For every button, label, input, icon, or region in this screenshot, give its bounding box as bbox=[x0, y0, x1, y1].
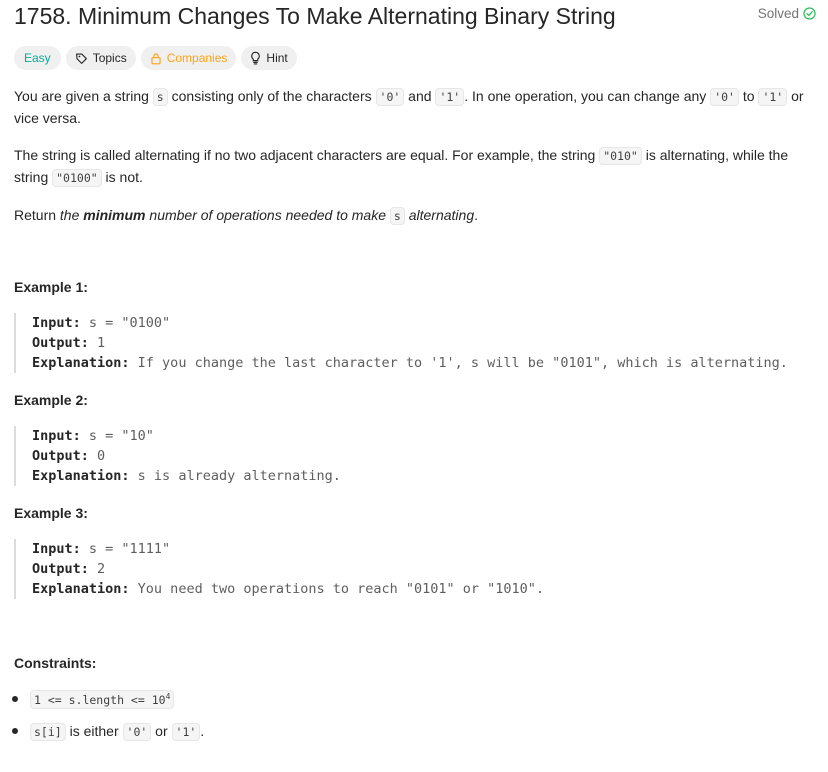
check-circle-icon bbox=[803, 7, 816, 20]
tag-icon bbox=[75, 52, 88, 65]
solved-status bbox=[758, 6, 816, 21]
example-2-title: Example 2: bbox=[14, 392, 88, 408]
code-zero: '0' bbox=[123, 723, 152, 741]
code-s: s bbox=[390, 207, 405, 225]
bullet bbox=[12, 696, 18, 702]
description-paragraph-3: Return the minimum number of operations needed to make s alternating. bbox=[14, 207, 479, 223]
code-zero: '0' bbox=[376, 88, 405, 106]
hint-label: Hint bbox=[266, 51, 288, 65]
code-example-0100: "0100" bbox=[52, 169, 102, 187]
example-1-block: Input: s = "0100" Output: 1 Explanation: If you change the last character to '1', s will be "0101", which is alternating. bbox=[14, 313, 788, 373]
code-one: '1' bbox=[172, 723, 201, 741]
code-s: s bbox=[153, 88, 168, 106]
description-paragraph-1: You are given a string s consisting only of the characters '0' and '1' . In one operation, you can change any '0' to '1' or vice versa. bbox=[14, 88, 804, 126]
difficulty-label: Easy bbox=[24, 51, 51, 65]
code-example-010: "010" bbox=[599, 147, 642, 165]
lock-icon bbox=[150, 52, 162, 65]
example-1-title: Example 1: bbox=[14, 279, 88, 295]
topics-button[interactable] bbox=[66, 46, 136, 70]
code-one: '1' bbox=[758, 88, 787, 106]
tag-bar bbox=[14, 46, 297, 70]
bullet bbox=[12, 728, 18, 734]
description-paragraph-2: The string is called alternating if no two adjacent characters are equal. For example, the string "010" is alternating, while the string "0100" is not. bbox=[14, 147, 789, 185]
title-row bbox=[14, 0, 816, 34]
constraint-item: s[i] is either '0' or '1' . bbox=[12, 723, 204, 739]
lightbulb-icon bbox=[250, 51, 261, 65]
constraint-item bbox=[12, 690, 174, 709]
difficulty-badge bbox=[14, 46, 61, 70]
companies-label: Companies bbox=[166, 51, 228, 65]
topics-label: Topics bbox=[92, 51, 127, 65]
constraint-length-code: 1 <= s.length <= $10^4$ bbox=[30, 690, 174, 709]
solved-label: Solved bbox=[757, 6, 799, 21]
constraints-title: Constraints: bbox=[14, 655, 97, 671]
problem-title[interactable]: 1758. Minimum Changes To Make Alternating Binary String bbox=[14, 3, 616, 29]
description-body bbox=[14, 86, 816, 243]
code-zero: '0' bbox=[710, 88, 739, 106]
example-3-block: Input: s = "1111" Output: 2 Explanation: You need two operations to reach "0101" or "1010". bbox=[14, 539, 544, 599]
companies-button[interactable] bbox=[141, 46, 237, 70]
example-2-block: Input: s = "10" Output: 0 Explanation: s is already alternating. bbox=[14, 426, 341, 486]
hint-button[interactable] bbox=[241, 46, 296, 70]
code-s-i: s[i] bbox=[30, 723, 66, 741]
code-one: '1' bbox=[435, 88, 464, 106]
example-3-title: Example 3: bbox=[14, 505, 88, 521]
